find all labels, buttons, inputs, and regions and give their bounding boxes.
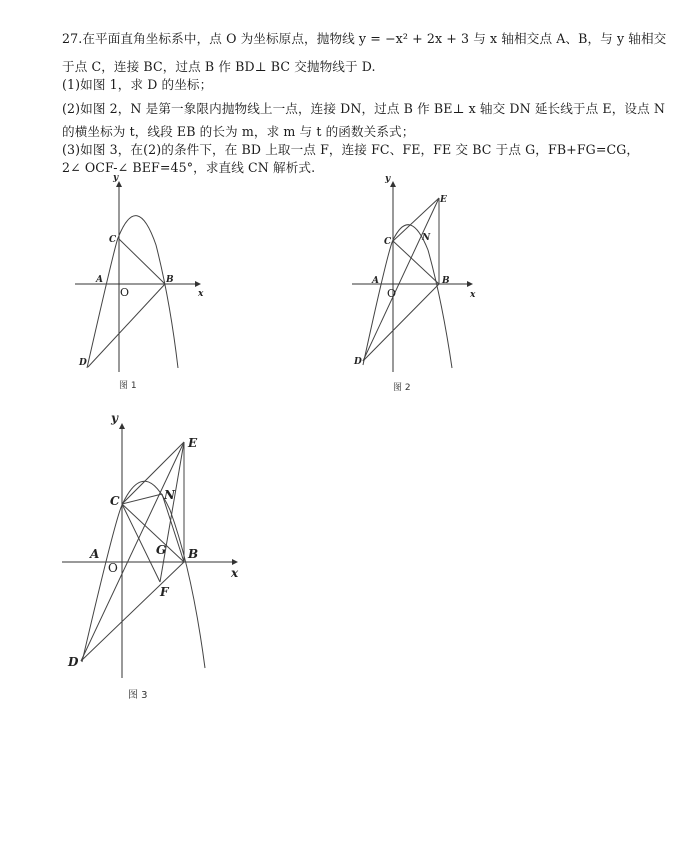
- fig3-parabola: [82, 481, 205, 668]
- fig2-label-C: C: [384, 237, 392, 247]
- fig3-label-A: A: [90, 547, 100, 561]
- problem-line-7: 2∠ OCF-∠ BEF=45°，求直线 CN 解析式.: [62, 160, 316, 175]
- fig2-label-D: D: [354, 357, 362, 367]
- problem-line-2: 于点 C，连接 BC，过点 B 作 BD⊥ BC 交抛物线于 D.: [62, 59, 376, 74]
- fig2-label-y: y: [385, 174, 391, 184]
- fig2-label-E: E: [440, 195, 447, 205]
- fig1-label-O: O: [120, 286, 130, 299]
- fig3-label-E: E: [188, 436, 198, 450]
- fig2-segment-CE: [393, 198, 439, 241]
- figure-1: [75, 173, 204, 391]
- fig3-label-B: B: [188, 547, 199, 561]
- fig2-label-N: N: [422, 233, 431, 243]
- problem-line-4: (2)如图 2，N 是第一象限内抛物线上一点，连接 DN，过点 B 作 BE⊥ x 轴交 DN 延长线于点 E，设点 N: [62, 101, 666, 116]
- fig1-segment-BC: [119, 239, 165, 284]
- problem-line-5: 的横坐标为 t，线段 EB 的长为 m，求 m 与 t 的函数关系式；: [62, 124, 415, 139]
- fig1-label-C: C: [109, 235, 117, 245]
- fig1-label-x: x: [198, 289, 204, 299]
- fig3-segment-CF: [122, 504, 160, 582]
- problem-line-3: (1)如图 1，求 D 的坐标；: [62, 77, 213, 92]
- fig2-caption: 图 2: [393, 383, 411, 393]
- fig3-label-F: F: [160, 585, 169, 599]
- fig3-segment-BD: [81, 562, 184, 661]
- fig1-label-y: y: [113, 173, 119, 183]
- fig3-label-G: G: [156, 543, 167, 557]
- fig1-label-D: D: [79, 358, 87, 368]
- fig2-label-O: O: [387, 287, 397, 300]
- fig1-parabola: [87, 216, 178, 368]
- fig1-label-B: B: [166, 275, 174, 285]
- fig3-label-y: y: [111, 411, 118, 425]
- problem-line-1: 27.在平面直角坐标系中，点 O 为坐标原点，抛物线 y = −x² + 2x + 3 与 x 轴相交点 A、B，与 y 轴相交: [62, 31, 667, 46]
- fig2-segment-BD: [363, 284, 439, 361]
- fig2-label-A: A: [372, 276, 379, 286]
- fig3-label-x: x: [231, 566, 239, 580]
- fig1-label-A: A: [96, 275, 103, 285]
- fig3-label-C: C: [110, 494, 120, 508]
- fig2-label-x: x: [470, 290, 476, 300]
- fig3-label-O: O: [108, 561, 118, 575]
- figure-3: [62, 411, 239, 701]
- fig3-caption: 图 3: [128, 690, 148, 701]
- figure-2: [352, 174, 476, 393]
- fig3-label-D: D: [68, 655, 79, 669]
- fig3-label-N: N: [164, 488, 175, 502]
- problem-line-6: (3)如图 3，在(2)的条件下，在 BD 上取一点 F，连接 FC、FE，FE 交 BC 于点 G，FB+FG=CG，: [62, 142, 640, 157]
- fig1-caption: 图 1: [119, 381, 137, 391]
- fig2-label-B: B: [442, 276, 450, 286]
